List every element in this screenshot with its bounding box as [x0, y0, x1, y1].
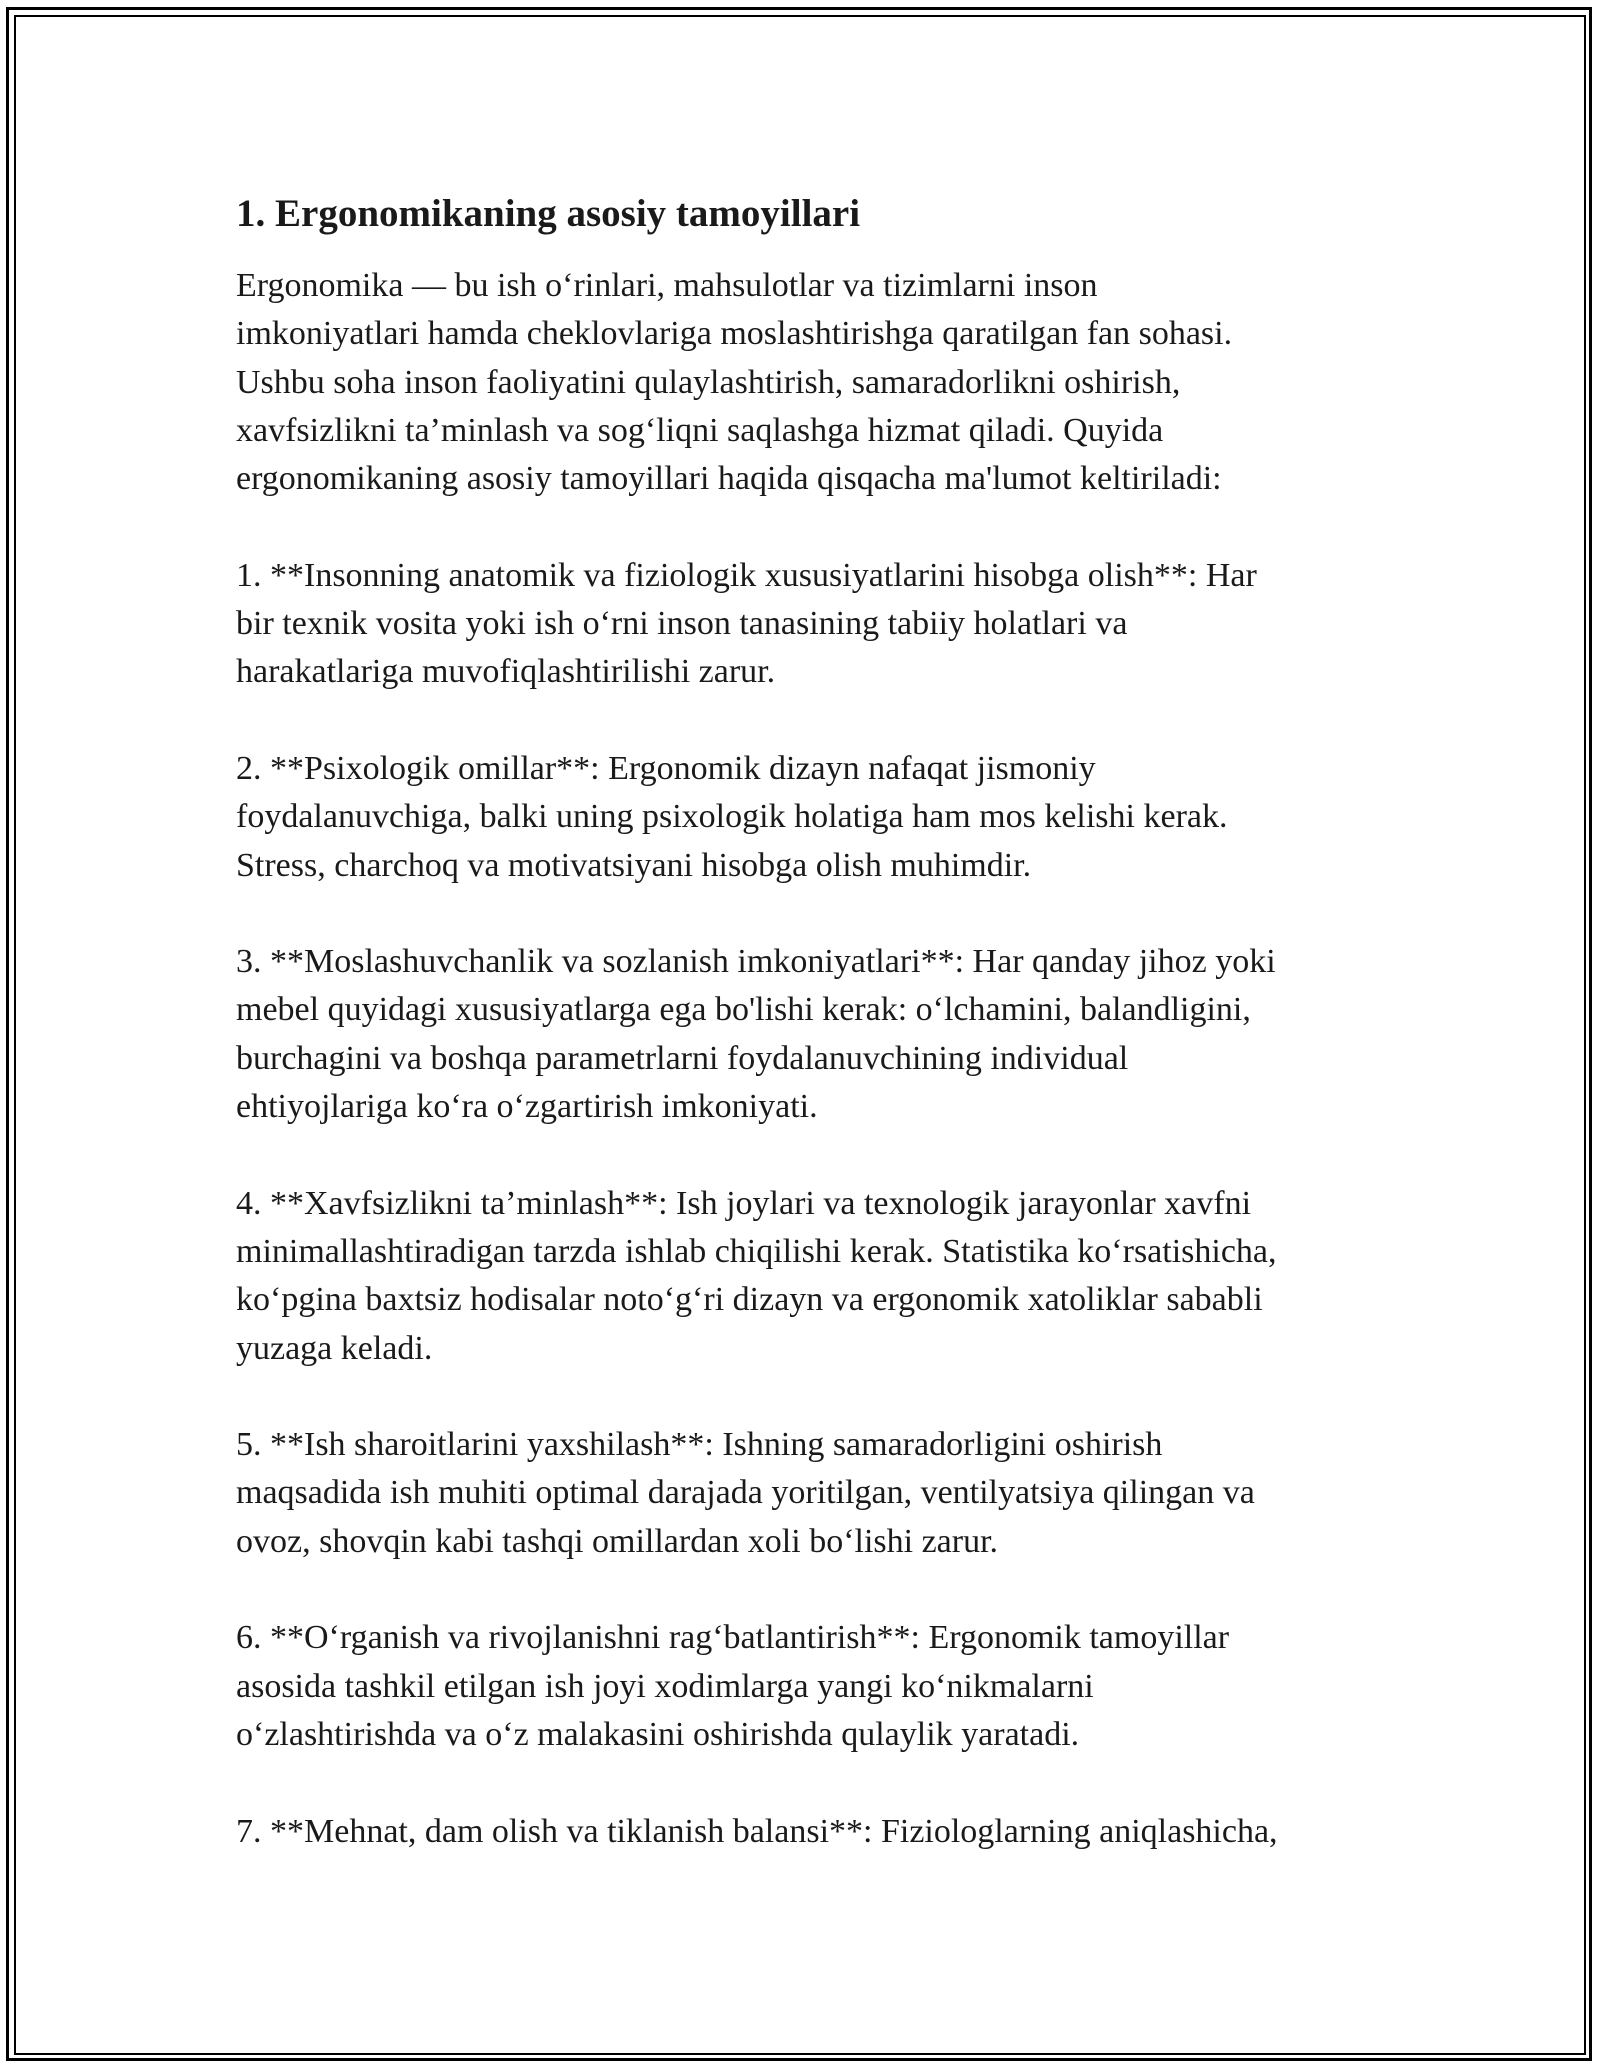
paragraph-item-5 — [236, 1421, 1376, 1566]
text-line: ko‘pgina baxtsiz hodisalar noto‘g‘ri dizayn va ergonomik xatoliklar sababli — [236, 1281, 1263, 1319]
text-line: ovoz, shovqin kabi tashqi omillardan xoli bo‘lishi zarur. — [236, 1522, 999, 1560]
text-line: imkoniyatlari hamda cheklovlariga moslashtirishga qaratilgan fan sohasi. — [236, 315, 1233, 353]
text-line: 6. **O‘rganish va rivojlanishni rag‘batlantirish**: Ergonomik tamoyillar — [236, 1619, 1230, 1657]
paragraph-item-1 — [236, 552, 1376, 697]
text-line: 1. **Insonning anatomik va fiziologik xususiyatlarini hisobga olish**: Har — [236, 556, 1257, 594]
text-line: 5. **Ish sharoitlarini yaxshilash**: Ishning samaradorligini oshirish — [236, 1426, 1163, 1464]
text-line: minimallashtiradigan tarzda ishlab chiqilishi kerak. Statistika ko‘rsatishicha, — [236, 1232, 1277, 1270]
paragraph-item-4 — [236, 1180, 1376, 1373]
text-line: harakatlariga muvofiqlashtirilishi zarur. — [236, 653, 776, 691]
text-line: asosida tashkil etilgan ish joyi xodimlarga yangi ko‘nikmalarni — [236, 1667, 1094, 1705]
text-line: 3. **Moslashuvchanlik va sozlanish imkoniyatlari**: Har qanday jihoz yoki — [236, 943, 1276, 981]
text-line: yuzaga keladi. — [236, 1329, 433, 1367]
paragraph-intro — [236, 262, 1376, 503]
document-title: 1. Ergonomikaning asosiy tamoyillari — [236, 192, 861, 235]
paragraph-item-6 — [236, 1614, 1376, 1759]
document-body — [236, 186, 1376, 1904]
paragraph-item-3 — [236, 938, 1376, 1131]
text-line: maqsadida ish muhiti optimal darajada yoritilgan, ventilyatsiya qilingan va — [236, 1474, 1255, 1512]
text-line: o‘zlashtirishda va o‘z malakasini oshirishda qulaylik yaratadi. — [236, 1715, 1080, 1753]
text-line: Stress, charchoq va motivatsiyani hisobga olish muhimdir. — [236, 846, 1032, 884]
text-line: 4. **Xavfsizlikni ta’minlash**: Ish joylari va texnologik jarayonlar xavfni — [236, 1184, 1252, 1222]
text-line: 2. **Psixologik omillar**: Ergonomik dizayn nafaqat jismoniy — [236, 749, 1096, 787]
text-line: ergonomikaning asosiy tamoyillari haqida qisqacha ma'lumot keltiriladi: — [236, 460, 1222, 498]
paragraph-item-2 — [236, 745, 1376, 890]
text-line: foydalanuvchiga, balki uning psixologik holatiga ham mos kelishi kerak. — [236, 798, 1228, 836]
text-line: Ushbu soha inson faoliyatini qulaylashtirish, samaradorlikni oshirish, — [236, 363, 1181, 401]
text-line: Ergonomika — bu ish o‘rinlari, mahsulotlar va tizimlarni inson — [236, 267, 1098, 304]
text-line: xavfsizlikni ta’minlash va sog‘liqni saqlashga hizmat qiladi. Quyida — [236, 411, 1164, 449]
text-line: ehtiyojlariga ko‘ra o‘zgartirish imkoniyati. — [236, 1088, 818, 1126]
text-line: 7. **Mehnat, dam olish va tiklanish balansi**: Fiziologlarning aniqlashicha, — [236, 1812, 1278, 1850]
text-line: bir texnik vosita yoki ish o‘rni inson tanasining tabiiy holatlari va — [236, 605, 1128, 643]
text-line: mebel quyidagi xususiyatlarga ega bo'lishi kerak: o‘lchamini, balandligini, — [236, 991, 1251, 1029]
text-line: burchagini va boshqa parametrlarni foydalanuvchining individual — [236, 1039, 1129, 1077]
paragraph-item-7 — [236, 1808, 1376, 1856]
